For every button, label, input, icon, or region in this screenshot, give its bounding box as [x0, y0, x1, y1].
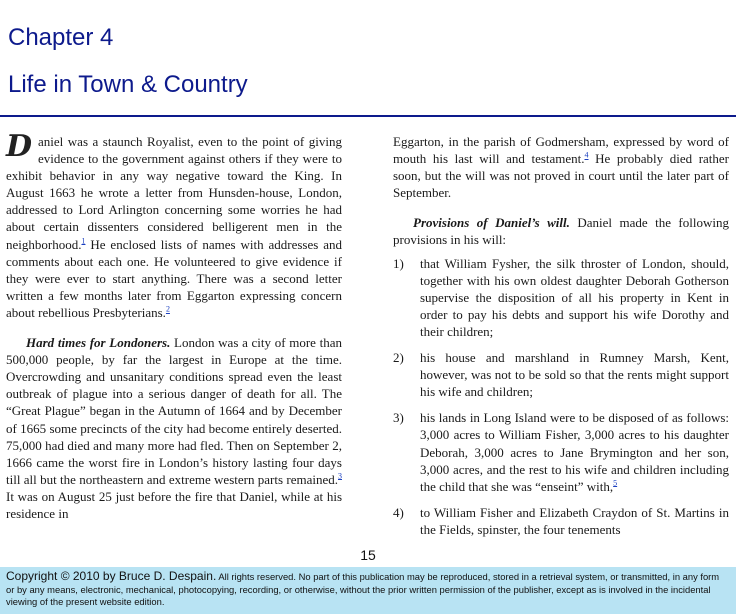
paragraph-intro	[6, 129, 342, 321]
list-number: 4)	[393, 504, 404, 520]
chapter-subtitle: Life in Town & Country	[8, 71, 248, 98]
right-column	[393, 133, 729, 547]
section-heading-provisions: Provisions of Daniel’s will.	[413, 215, 570, 231]
hard-times-text: London was a city of more than 500,000 people, by far the largest in Europe at the time. Overcrowding and unsanitary conditions spread even the least outbreak of plague into a serious danger of death for all. The “Great Plague” began in the Autumn of 1664 and by December of 1665 some precincts of the city had become entirely deserted. 75,000 had died and many more had fled. Then on September 2, 1666 came the worst fire in London’s history lasting four days till all but the northeastern and extreme western parts remained.	[6, 335, 343, 487]
footnote-link-4[interactable]: 4	[584, 150, 589, 160]
paragraph-provisions	[393, 214, 729, 248]
list-item	[393, 349, 729, 400]
intro-text: aniel was a staunch Royalist, even to the point of giving evidence to the government against others if they were to exhibit behavior in any way negative toward the King. In August 1663 he wrote a letter from Hunsden-house, London, addressed to Lord Arlington concerning some worries he had about certain dissenters considered belligerent men in the neighborhood.	[6, 134, 342, 252]
list-text: his house and marshland in Rumney Marsh, Kent, however, was not to be sold so that the rents might support his wife and children;	[420, 350, 729, 400]
will-text-cont: He probably died rather soon, but the will was not proved in court until the later part of September.	[393, 151, 730, 201]
rights-statement: All rights reserved. No part of this publication may be reproduced, stored in a retrieval system, or transmitted, in any form or by any means, electronic, mechanical, photocopying, recording, or otherwise, without the prior written permission of the publisher, except as is involved in the incidental viewing of the present website edition.	[6, 571, 720, 607]
list-item	[393, 255, 729, 340]
chapter-title: Chapter 4	[8, 24, 114, 51]
list-number: 1)	[393, 255, 404, 271]
intro-text-cont: He enclosed lists of names with addresses and comments about each one. He volunteered to give evidence if they were ever to start anything. There was a second letter written a few months later from Eggarton expressing concern about rebellious Presbyterians.	[6, 236, 342, 320]
section-heading-hard-times: Hard times for Londoners.	[26, 335, 171, 351]
hard-times-text-cont: It was on August 25 just before the fire that Daniel, while at his residence in	[6, 488, 342, 521]
list-text: to William Fisher and Elizabeth Craydon of St. Martins in the Fields, spinster, the four tenements	[420, 504, 729, 537]
copyright-notice	[0, 567, 736, 614]
footnote-link-3[interactable]: 3	[338, 471, 342, 481]
drop-cap: D	[6, 129, 33, 164]
copyright-line: Copyright © 2010 by Bruce D. Despain.	[6, 569, 217, 583]
footnote-link-2[interactable]: 2	[165, 304, 170, 314]
paragraph-will	[393, 133, 729, 201]
paragraph-hard-times	[6, 334, 342, 522]
list-item	[393, 504, 729, 538]
header-rule	[0, 115, 736, 117]
page-number: 15	[360, 547, 376, 563]
list-number: 2)	[393, 350, 404, 366]
provisions-list	[393, 255, 729, 538]
list-text: his lands in Long Island were to be disposed of as follows: 3,000 acres to William Fisher, 3,000 acres to his daughter Deborah, 3,000 acres to Jane Brymington and her son, 3,000 acres, and the rest to his wife and children including the child that she was “enseint” with,	[420, 410, 729, 494]
list-text: that William Fysher, the silk throster of London, should, together with his own oldest daughter Deborah Gotherson supervise the disposition of all his property in Kent in order to pay his debts and support his wife Dorothy and their children;	[420, 255, 729, 339]
left-column	[6, 129, 343, 522]
footnote-link-1[interactable]: 1	[81, 236, 86, 246]
provisions-intro: Daniel made the following provisions in his will:	[393, 215, 729, 248]
list-item	[393, 409, 729, 494]
will-text: Eggarton, in the parish of Godmersham, expressed by word of mouth his last will and testament.	[393, 134, 729, 167]
footnote-link-5[interactable]: 5	[613, 478, 618, 488]
list-number: 3)	[393, 410, 404, 426]
